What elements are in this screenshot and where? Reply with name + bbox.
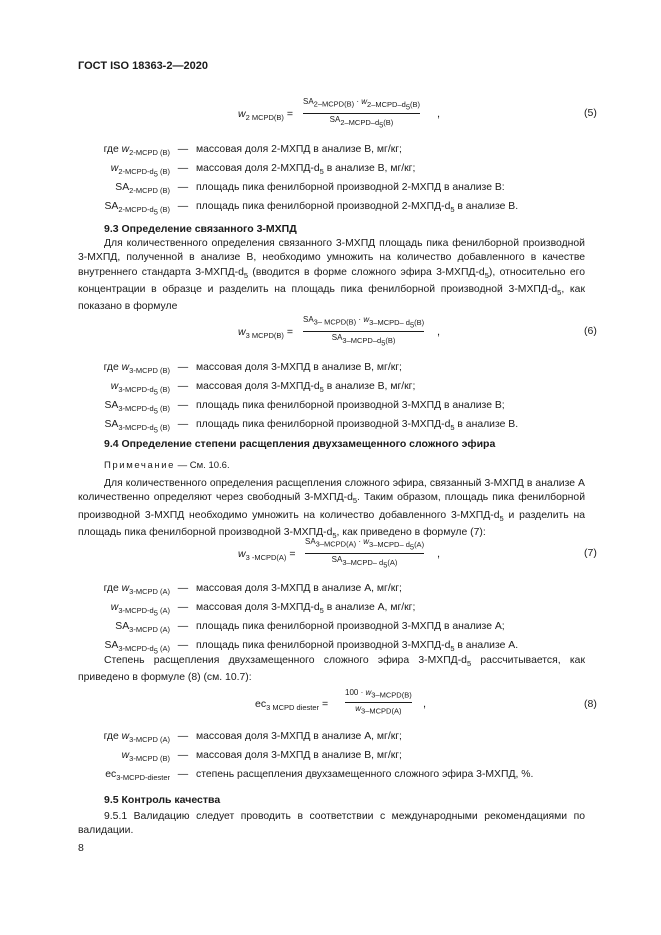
- eq7-lhs: $w_{3 -MCPD(A)}$ =: [238, 548, 296, 563]
- where-description: массовая доля $3-МХПД-d_5$ в анализе А, мг/кг;: [196, 602, 416, 616]
- document-header: ГОСТ ISO 18363-2—2020: [78, 60, 208, 72]
- where-row: [78, 621, 505, 634]
- where-dash: —: [177, 400, 189, 411]
- where-dash: —: [177, 163, 189, 174]
- section-9-4-title: 9.4 Определение степени расщепления двухзамещенного сложного эфира: [104, 438, 496, 450]
- page-number: 8: [78, 842, 84, 854]
- eq5-lhs: $w_{2 MCPD(B)}$ =: [238, 108, 293, 123]
- where-row: [78, 163, 415, 179]
- eq8-fraction: [345, 688, 412, 716]
- where-description: степень расщепления двухзамещенного сложного эфира 3-МХПД, %.: [196, 769, 534, 780]
- where-description: массовая доля $3-МХПД-d_5$ в анализе B, мг/кг;: [196, 381, 416, 395]
- where-description: площадь пика фенилборной производной $3-МХПД-d_5$ в анализе B.: [196, 419, 519, 433]
- eq6-numerator: $SA_{3- MCPD(B)} \cdot w_{3-MCPD- d_5(B)}$: [303, 315, 425, 330]
- section-9-5-paragraph: 9.5.1 Валидацию следует проводить в соответствии с международными рекомендациями по валидации.: [78, 811, 585, 837]
- eq5-fraction: [303, 97, 420, 130]
- eq8-lhs: $ec_{3 MCPD diester}$ =: [255, 698, 329, 713]
- eq5-number: (5): [584, 107, 597, 119]
- where-dash: —: [177, 583, 189, 594]
- eq8-fraction-bar: [345, 702, 412, 703]
- where-symbol: $ec_{3-MCPD-diester}$: [105, 769, 170, 783]
- section-9-3-title: 9.3 Определение связанного 3-МХПД: [104, 223, 297, 235]
- where-row: [78, 400, 505, 416]
- eq8-comma: ,: [423, 698, 427, 710]
- where-row: [78, 201, 518, 217]
- where-symbol: $SA_{3-MCPD-d_5 (B)}$: [104, 400, 170, 416]
- eq8-number: (8): [584, 698, 597, 710]
- where-description: площадь пика фенилборной производной 3-МХПД в анализе B;: [196, 400, 505, 411]
- where-symbol: где $w_{2-MCPD (B)}$: [103, 144, 170, 158]
- where-dash: —: [177, 182, 189, 193]
- where-symbol: $SA_{3-MCPD (A)}$: [115, 621, 170, 635]
- where-row: [78, 602, 415, 618]
- where-row: [78, 144, 402, 157]
- where-dash: —: [177, 201, 189, 212]
- degree-paragraph: Степень расщепления двухзамещенного сложного эфира $3-МХПД-d_5$ рассчитывается, как приведено в формуле (8) (см. 10.7):: [78, 655, 585, 684]
- where-dash: —: [177, 769, 189, 780]
- section-9-3-paragraph: Для количественного определения связанного 3-МХПД площадь пика фенилборной производной 3-МХПД, полученной в анализе B, необходимо умножить на количество добавленного в качестве внутреннего стандарта $3-МХПД-d_5$ (вводится в форме сложного эфира $3-МХПД-d_5$), относительно его концентрации в образце и разделить на площадь пика фенилборной производной $3-МХПД-d_5$, как показано в формуле: [78, 238, 586, 313]
- where-row: [78, 750, 402, 763]
- where-description: массовая доля 3-МХПД в анализе А, мг/кг;: [196, 583, 402, 594]
- eq7-denominator: $SA_{3-MCPD- d_5(A)}$: [331, 555, 398, 570]
- where-description: массовая доля 3-МХПД в анализе B, мг/кг;: [196, 362, 402, 373]
- eq5-comma: ,: [437, 108, 441, 120]
- eq7-fraction-bar: [305, 553, 424, 554]
- eq7-fraction: [305, 537, 424, 570]
- where-dash: —: [177, 731, 189, 742]
- where-dash: —: [177, 602, 189, 613]
- where-dash: —: [177, 419, 189, 430]
- where-row: [78, 419, 518, 435]
- eq6-denominator: $SA_{3-MCPD-d_5(B)}$: [331, 333, 396, 348]
- where-symbol: где $w_{3-MCPD (A)}$: [103, 731, 170, 745]
- where-dash: —: [177, 381, 189, 392]
- where-description: площадь пика фенилборной производной 2-МХПД в анализе B:: [196, 182, 505, 193]
- where-description: площадь пика фенилборной производной $3-МХПД-d_5$ в анализе А.: [196, 640, 519, 654]
- where-dash: —: [177, 144, 189, 155]
- where-description: площадь пика фенилборной производной 3-МХПД в анализе А;: [196, 621, 505, 632]
- eq5-denominator: $SA_{2-MCPD-d_5(B)}$: [329, 115, 394, 130]
- where-symbol: $w_{3-MCPD (B)}$: [121, 750, 170, 764]
- eq7-numerator: $SA_{3-MCPD(A)} \cdot w_{3-MCPD- d_5(A)}$: [305, 537, 425, 552]
- eq7-comma: ,: [437, 548, 441, 560]
- section-9-5-title: 9.5 Контроль качества: [104, 794, 221, 806]
- eq8-numerator: $100 \cdot w_{3-MCPD(B)}$: [345, 688, 412, 700]
- where-dash: —: [177, 750, 189, 761]
- where-description: массовая доля 3-МХПД в анализе B, мг/кг;: [196, 750, 402, 761]
- where-description: массовая доля 2-МХПД в анализе B, мг/кг;: [196, 144, 402, 155]
- where-symbol: $w_{3-MCPD-d_5 (B)}$: [110, 381, 170, 397]
- eq8-denominator: $w_{3-MCPD(A)}$: [355, 703, 402, 716]
- where-dash: —: [177, 640, 189, 651]
- where-dash: —: [177, 621, 189, 632]
- where-symbol: $SA_{3-MCPD-d_5 (B)}$: [104, 419, 170, 435]
- eq6-comma: ,: [437, 326, 441, 338]
- where-symbol: $w_{3-MCPD-d_5 (A)}$: [110, 602, 170, 618]
- section-9-4-note: Примечание — См. 10.6.: [104, 460, 230, 471]
- where-symbol: где $w_{3-MCPD (A)}$: [103, 583, 170, 597]
- where-description: массовая доля 3-МХПД в анализе А, мг/кг;: [196, 731, 402, 742]
- where-symbol: $SA_{2-MCPD (B)}$: [115, 182, 170, 196]
- where-row: [78, 182, 505, 195]
- where-dash: —: [177, 362, 189, 373]
- section-9-4-paragraph: Для количественного определения расщепления сложного эфира, связанный 3-МХПД в анализе А количественно определяют через свободный $3-МХПД-d_5$. Таким образом, площадь пика фенилборной производной 3-МХПД необходимо умножить на количество добавленного $3-МХПД-d_5$ и разделить на площадь пика фенилборной производной $3-МХПД-d_5$, как приведено в формуле (7):: [78, 478, 585, 541]
- eq5-numerator: $SA_{2-MCPD(B)} \cdot w_{2-MCPD-d_5(B)}$: [303, 97, 420, 112]
- where-row: [78, 769, 533, 782]
- where-symbol: где $w_{3-MCPD (B)}$: [103, 362, 170, 376]
- where-symbol: $SA_{2-MCPD-d_5 (B)}$: [104, 201, 170, 217]
- eq6-fraction: [303, 315, 424, 348]
- where-symbol: $w_{2-MCPD-d_5 (B)}$: [110, 163, 170, 179]
- where-description: площадь пика фенилборной производной $2-МХПД-d_5$ в анализе B.: [196, 201, 519, 215]
- where-description: массовая доля $2-МХПД-d_5$ в анализе B, мг/кг;: [196, 163, 416, 177]
- eq6-number: (6): [584, 325, 597, 337]
- where-row: [78, 381, 415, 397]
- eq6-fraction-bar: [303, 331, 424, 332]
- eq7-number: (7): [584, 547, 597, 559]
- where-row: [78, 362, 402, 375]
- where-row: [78, 731, 402, 744]
- eq5-fraction-bar: [303, 113, 420, 114]
- where-row: [78, 583, 402, 596]
- eq6-lhs: $w_{3 MCPD(B)}$ =: [238, 326, 293, 341]
- where-symbol: $SA_{3-MCPD-d_5 (A)}$: [104, 640, 170, 656]
